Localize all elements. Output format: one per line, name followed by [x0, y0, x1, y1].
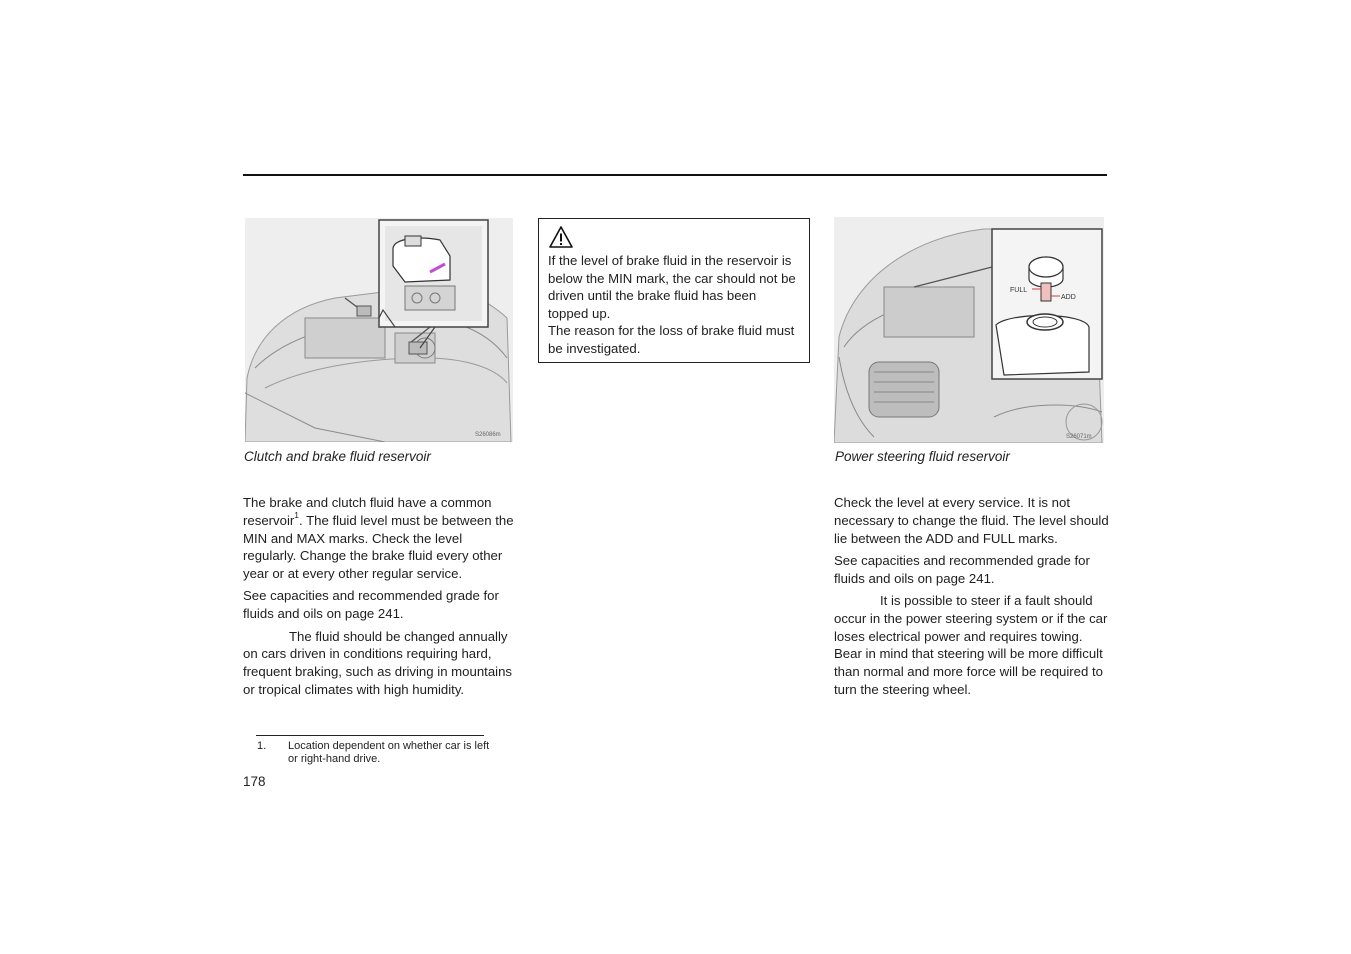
brake-fluid-reservoir-illustration — [245, 218, 513, 442]
paragraph: The brake and clutch fluid have a common reservoir$^1$. The fluid level must be between the MIN and MAX marks. Check the level regularly. Change the brake fluid every other year or at every other regular service. — [243, 495, 514, 582]
left-body-text — [243, 494, 518, 703]
warning-box — [538, 218, 810, 363]
header-rule — [243, 174, 1107, 176]
footnote-number: 1. — [257, 740, 267, 752]
paragraph: Check the level at every service. It is not necessary to change the fluid. The level should lie between the ADD and FULL marks. — [834, 495, 1109, 546]
footnote-text: Location dependent on whether car is left or right-hand drive. — [288, 740, 490, 765]
power-steering-reservoir-illustration — [834, 217, 1104, 443]
warning-triangle-icon — [548, 225, 574, 249]
figure-caption-left: Clutch and brake fluid reservoir — [244, 449, 431, 464]
figure-code-left: S26086m — [475, 432, 501, 438]
paragraph: It is possible to steer if a fault should occur in the power steering system or if the car loses electrical power and requires towing. Bear in mind that steering will be more difficult than normal and more force will be required to turn the steering wheel. — [834, 592, 1108, 697]
figure-code-right: S26071m — [1066, 434, 1092, 440]
footnote-reference: 1 — [294, 510, 300, 521]
paragraph: See capacities and recommended grade for fluids and oils on page 241. — [243, 588, 499, 622]
full-mark-label: FULL — [1010, 287, 1028, 294]
paragraph: The fluid should be changed annually on cars driven in conditions requiring hard, frequent braking, such as driving in mountains or tropical climates with high humidity. — [243, 628, 513, 697]
footnote-rule — [256, 735, 484, 736]
right-body-text — [834, 494, 1110, 703]
warning-text-1: If the level of brake fluid in the reservoir is below the MIN mark, the car should not be driven until the brake fluid has been topped up. — [548, 253, 796, 321]
figure-caption-right: Power steering fluid reservoir — [835, 449, 1010, 464]
paragraph: See capacities and recommended grade for fluids and oils on page 241. — [834, 552, 1090, 586]
warning-text-2: The reason for the loss of brake fluid must be investigated. — [548, 323, 795, 356]
page-number: 178 — [243, 774, 266, 789]
add-mark-label: ADD — [1061, 294, 1076, 301]
